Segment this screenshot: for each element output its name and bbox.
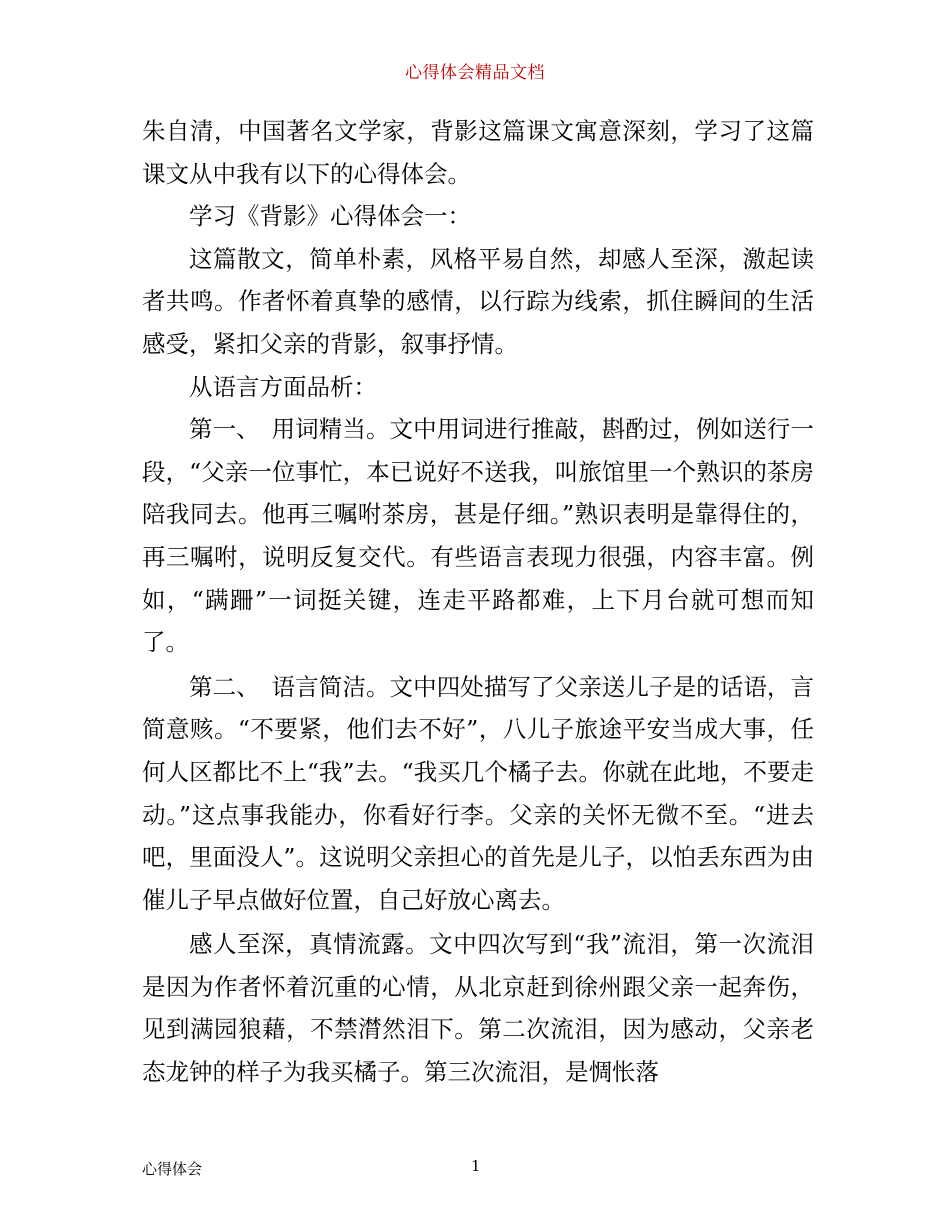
document-body [142,110,814,1094]
paragraph-language-analysis: 从语言方面品析： [189,372,377,401]
footer-label: 心得体会 [142,1160,203,1178]
paragraph-point-two: 第二、 语言简洁。文中四处描写了父亲送儿子是的话语，言简意赅。“不要紧，他们去不好”，八儿子旅途平安当成大事，任何人区都比不上“我”去。“我买几个橘子去。你就在此地，不要走动。”这点事我能办，你看好行李。父亲的关怀无微不至。“进去吧，里面没人”。这说明父亲担心的首先是儿子，以怕丢东西为由催儿子早点做好位置，自己好放心离去。 [142,672,814,914]
paragraph-point-three: 感人至深，真情流露。文中四次写到“我”流泪，第一次流泪是因为作者怀着沉重的心情，从北京赶到徐州跟父亲一起奔伤，见到满园狼藉，不禁潸然泪下。第二次流泪，因为感动，父亲老态龙钟的样子为我买橘子。第三次流泪，是惆怅落 [142,930,814,1087]
footer-page-number: 1 [471,1157,481,1175]
paragraph-summary: 这篇散文，简单朴素，风格平易自然，却感人至深，激起读者共鸣。作者怀着真挚的感情，以行踪为线索，抓住瞬间的生活感受，紧扣父亲的背影，叙事抒情。 [142,244,814,358]
paragraph-point-one: 第一、 用词精当。文中用词进行推敲，斟酌过，例如送行一段，“父亲一位事忙，本已说好不送我，叫旅馆里一个熟识的茶房陪我同去。他再三嘱咐茶房，甚是仔细。”熟识表明是靠得住的，再三嘱咐，说明反复交代。有些语言表现力很强，内容丰富。例如，“蹒跚”一词挺关键，连走平路都难，上下月台就可想而知了。 [142,415,814,657]
paragraph-intro: 朱自清，中国著名文学家，背影这篇课文寓意深刻，学习了这篇课文从中我有以下的心得体会。 [142,117,814,188]
page-header-title: 心得体会精品文档 [405,63,545,83]
paragraph-heading-one: 学习《背影》心得体会一： [189,202,471,231]
